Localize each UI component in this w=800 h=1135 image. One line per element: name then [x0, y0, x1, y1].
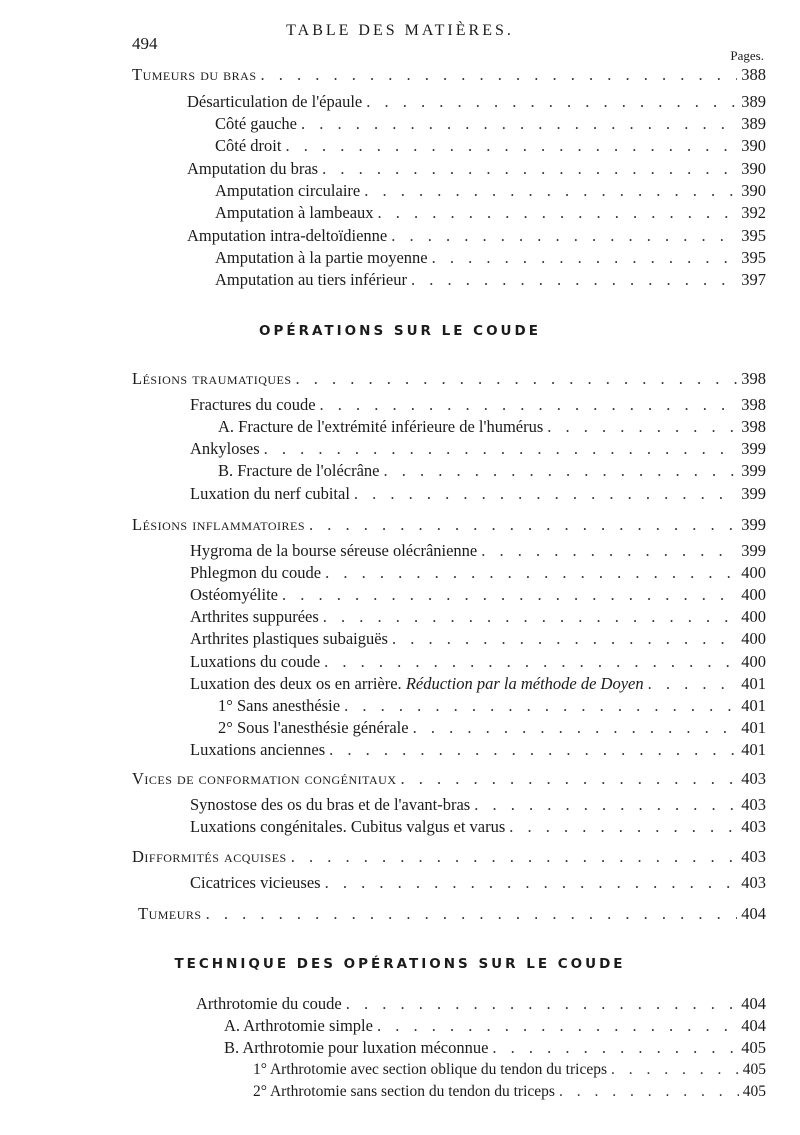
- toc-entry: Côté droit . . . 390: [215, 135, 766, 157]
- toc-entry: Fractures du coude . . . 398: [190, 394, 766, 416]
- toc-entry: Luxations congénitales. Cubitus valgus et varus . . . 403: [190, 816, 766, 838]
- page-number: 494: [132, 34, 158, 53]
- toc-entry: Luxations du coude . . . 400: [190, 651, 766, 673]
- toc-entry: Amputation du bras . . . 390: [187, 158, 766, 180]
- running-head: TABLE DES MATIÈRES.: [286, 22, 514, 39]
- toc-entry: Tumeurs du bras . . . 388: [132, 64, 766, 86]
- toc-entry: Lésions traumatiques . . . 398: [132, 368, 766, 390]
- toc-entry: Hygroma de la bourse séreuse olécrânienne . . . 399: [190, 540, 766, 562]
- toc-entry: B. Fracture de l'olécrâne . . . 399: [218, 460, 766, 482]
- toc-entry: Tumeurs . . . 404: [138, 903, 766, 925]
- toc-entry: Côté gauche . . . 389: [215, 113, 766, 135]
- toc-entry: 1° Sans anesthésie . . . 401: [218, 695, 766, 717]
- toc-entry: Lésions inflammatoires . . . 399: [132, 514, 766, 536]
- toc-entry: Arthrites suppurées . . . 400: [190, 606, 766, 628]
- toc-entry: Luxation du nerf cubital . . . 399: [190, 483, 766, 505]
- pages-label: Pages.: [730, 48, 764, 63]
- toc-entry: Amputation à la partie moyenne . . . 395: [215, 247, 766, 269]
- toc-entry: A. Fracture de l'extrémité inférieure de l'humérus . . . 398: [218, 416, 766, 438]
- toc-entry: Amputation au tiers inférieur . . . 397: [215, 269, 766, 291]
- toc-entry: Phlegmon du coude . . . 400: [190, 562, 766, 584]
- toc-entry: Ankyloses . . . 399: [190, 438, 766, 460]
- toc-entry: Difformités acquises . . . 403: [132, 846, 766, 868]
- section-heading: TECHNIQUE DES OPÉRATIONS SUR LE COUDE: [174, 956, 626, 972]
- toc-entry: Amputation à lambeaux . . . 392: [215, 202, 766, 224]
- toc-entry: Synostose des os du bras et de l'avant-bras . . . 403: [190, 794, 766, 816]
- toc-entry: A. Arthrotomie simple . . . 404: [224, 1015, 766, 1037]
- toc-entry: 1° Arthrotomie avec section oblique du tendon du triceps . . . 405: [253, 1059, 766, 1081]
- toc-entry: Luxation des deux os en arrière. Réduction par la méthode de Doyen . . . 401: [190, 673, 766, 695]
- toc-entry: Amputation circulaire . . . 390: [215, 180, 766, 202]
- toc-entry: B. Arthrotomie pour luxation méconnue . . . 405: [224, 1037, 766, 1059]
- toc-entry: 2° Arthrotomie sans section du tendon du triceps . . . 405: [253, 1081, 766, 1103]
- toc-entry: Arthrotomie du coude . . . 404: [196, 993, 766, 1015]
- section-heading: OPÉRATIONS SUR LE COUDE: [259, 323, 541, 339]
- toc-entry: Ostéomyélite . . . 400: [190, 584, 766, 606]
- toc-entry: 2° Sous l'anesthésie générale . . . 401: [218, 717, 766, 739]
- toc-entry: Arthrites plastiques subaiguës . . . 400: [190, 628, 766, 650]
- toc-entry: Désarticulation de l'épaule . . . 389: [187, 91, 766, 113]
- toc-entry: Vices de conformation congénitaux . . . 403: [132, 768, 766, 790]
- toc-entry: Luxations anciennes . . . 401: [190, 739, 766, 761]
- toc-entry: Amputation intra-deltoïdienne . . . 395: [187, 225, 766, 247]
- toc-entry: Cicatrices vicieuses . . . 403: [190, 872, 766, 894]
